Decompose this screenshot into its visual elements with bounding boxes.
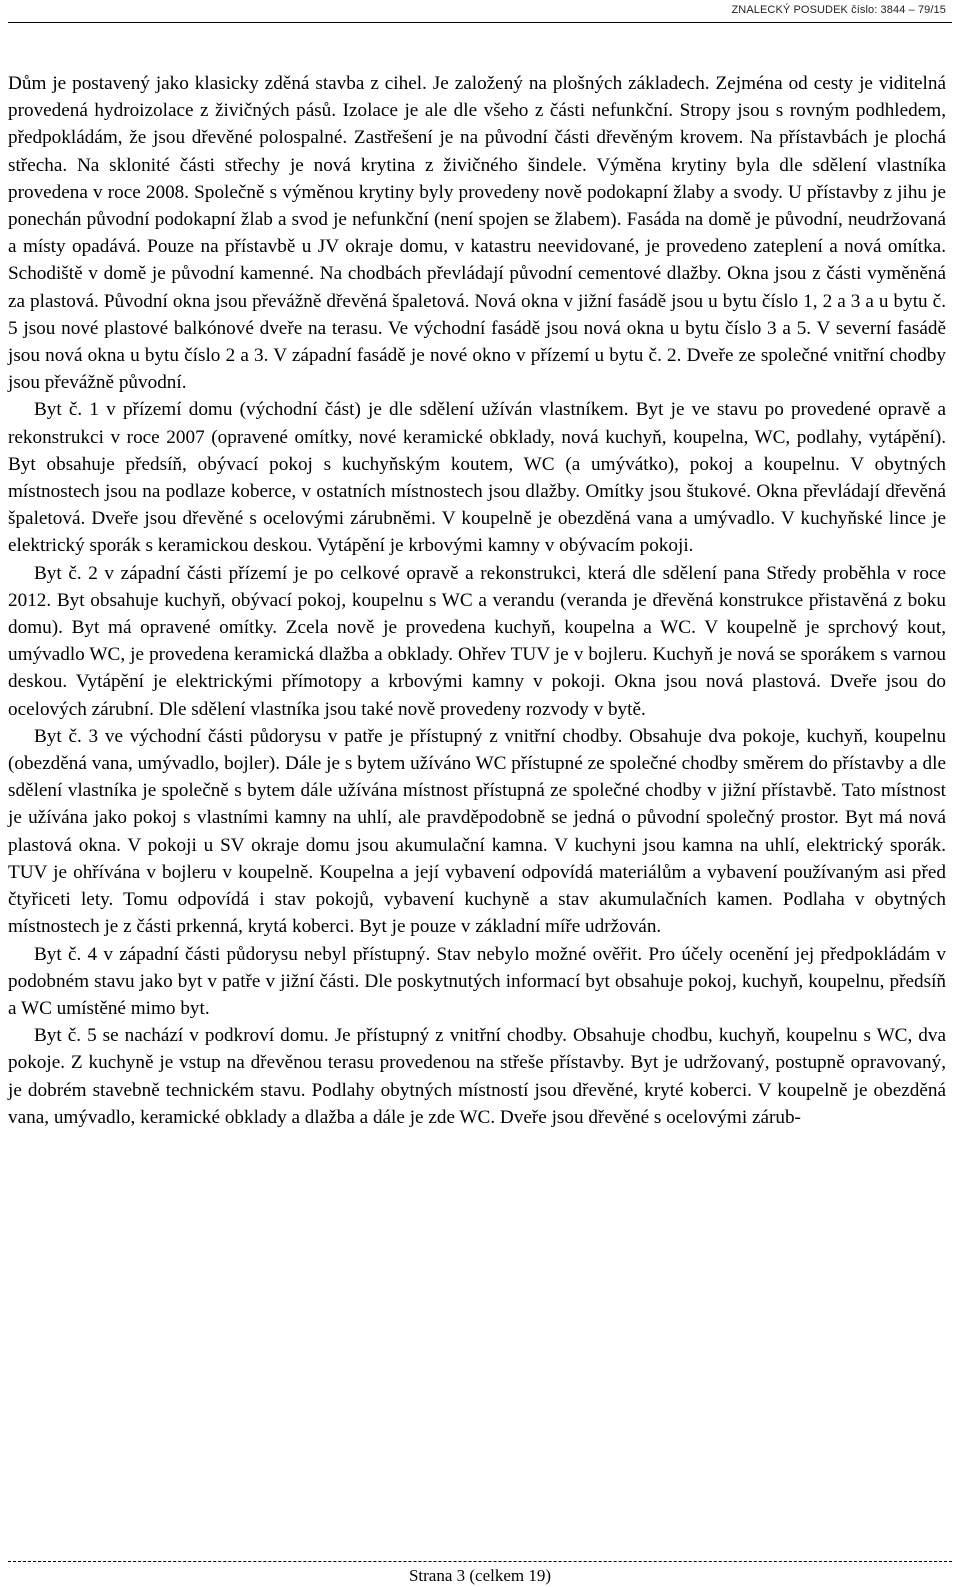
page-number: Strana 3 (celkem 19)	[408, 1566, 552, 1585]
paragraph-flat-2: Byt č. 2 v západní části přízemí je po celkové opravě a rekonstrukci, která dle sdělení pana Středy proběhla v roce 2012. Byt obsahuje kuchyň, obývací pokoj, koupelnu s WC a verandu (veranda je dřevěná konstrukce přistavěná z boku domu). Byt má opravené omítky. Zcela nově je provedena kuchyň, koupelna a WC. V koupelně je sprchový kout, umývadlo WC, je provedena keramická dlažba a obklady. Ohřev TUV je v bojleru. Kuchyň je nová se sporákem s varnou deskou. Vytápění je elektrickými přímotopy a krbovými kamny v pokoji. Okna jsou nová plastová. Dveře jsou do ocelových zárubní. Dle sdělení vlastníka jsou také nově provedeny rozvody v bytě.	[8, 562, 946, 720]
paragraph-flat-3: Byt č. 3 ve východní části půdorysu v patře je přístupný z vnitřní chodby. Obsahuje dva pokoje, kuchyň, koupelnu (obezděná vana, umývadlo, bojler). Dále je s bytem užíváno WC přístupné ze společné chodby směrem do přístavby a dle sdělení vlastníka je společně s bytem dále užívána místnost přístupná ze společné chodby v jižní přístavbě. Tato místnost je užívána jako pokoj s vlastními kamny na uhlí, ale pravděpodobně se jedná o původní společný prostor. Byt má nová plastová okna. V pokoji u SV okraje domu jsou akumulační kamna. V kuchyni jsou kamna na uhlí, elektrický sporák. TUV je ohřívána v bojleru v koupelně. Koupelna a její vybavení odpovídá materiálům a vybavení používaným asi před čtyřiceti lety. Tomu odpovídá i stav pokojů, vybavení kuchyně a stav akumulačních kamen. Podlaha v obytných místnostech je z části prkenná, krytá koberci. Byt je pouze v základní míře udržován.	[8, 725, 946, 938]
paragraph-flat-1: Byt č. 1 v přízemí domu (východní část) je dle sdělení užíván vlastníkem. Byt je ve stavu po provedené opravě a rekonstrukci v roce 2007 (opravené omítky, nové keramické obklady, nová kuchyň, koupelna, WC, podlahy, vytápění). Byt obsahuje předsíň, obývací pokoj s kuchyňským koutem, WC (a umývátko), pokoj a koupelnu. V obytných místnostech jsou na podlaze koberce, v ostatních místnostech jsou dlažby. Omítky jsou štukové. Okna převládají dřevěná špaletová. Dveře jsou dřevěné s ocelovými zárubněmi. V koupelně je obezděná vana a umývadlo. V kuchyňské lince je elektrický sporák s keramickou deskou. Vytápění je krbovými kamny v obývacím pokoji.	[8, 399, 946, 557]
footer-divider	[8, 1561, 952, 1562]
document-body	[8, 70, 946, 1131]
paragraph-building-description: Dům je postavený jako klasicky zděná stavba z cihel. Je založený na plošných základech. Zejména od cesty je viditelná provedená hydroizolace z živičných pásů. Izolace je ale dle všeho z části nefunkční. Stropy jsou s rovným podhledem, předpokládám, že jsou dřevěné polospalné. Zastřešení je na původní části dřevěným krovem. Na přístavbách je plochá střecha. Na sklonité části střechy je nová krytina z živičného šindele. Výměna krytiny byla dle sdělení vlastníka provedena v roce 2008. Společně s výměnou krytiny byly provedeny nově podokapní žlaby a svody. U přístavby z jihu je ponechán původní podokapní žlab a svod je nefunkční (není spojen se žlabem). Fasáda na domě je původní, neudržovaná a místy opadává. Pouze na přístavbě u JV okraje domu, v katastru neevidované, je provedeno zateplení a nová omítka. Schodiště v domě je původní kamenné. Na chodbách převládají původní cementové dlažby. Okna jsou z části vyměněná za plastová. Původní okna jsou převážně dřevěná špaletová. Nová okna v jižní fasádě jsou u bytu číslo 1, 2 a 3 a u bytu č. 5 jsou nové plastové balkónové dveře na terasu. Ve východní fasádě jsou nová okna u bytu číslo 3 a 5. V severní fasádě jsou nová okna u bytu číslo 2 a 3. V západní fasádě je nové okno v přízemí u bytu č. 2. Dveře ze společné vnitřní chodby jsou převážně původní.	[8, 73, 946, 394]
paragraph-flat-4: Byt č. 4 v západní části půdorysu nebyl přístupný. Stav nebylo možné ověřit. Pro účely ocenění jej předpokládám v podobném stavu jako byt v patře v jižní části. Dle poskytnutých informací byt obsahuje pokoj, kuchyň, koupelnu, předsíň a WC umístěné mimo byt.	[8, 943, 946, 1019]
page-header: ZNALECKÝ POSUDEK číslo: 3844 – 79/15	[731, 4, 946, 16]
paragraph-flat-5: Byt č. 5 se nachází v podkroví domu. Je přístupný z vnitřní chodby. Obsahuje chodbu, kuchyň, koupelnu s WC, dva pokoje. Z kuchyně je vstup na dřevěnou terasu provedenou na střeše přístavby. Byt je udržovaný, postupně opravovaný, je dobrém stavebně technickém stavu. Podlahy obytných místností jsou dřevěné, kryté koberci. V koupelně je obezděná vana, umývadlo, keramické obklady a dlažba a dále je zde WC. Dveře jsou dřevěné s ocelovými zárub-	[8, 1025, 946, 1128]
header-divider	[8, 22, 952, 23]
